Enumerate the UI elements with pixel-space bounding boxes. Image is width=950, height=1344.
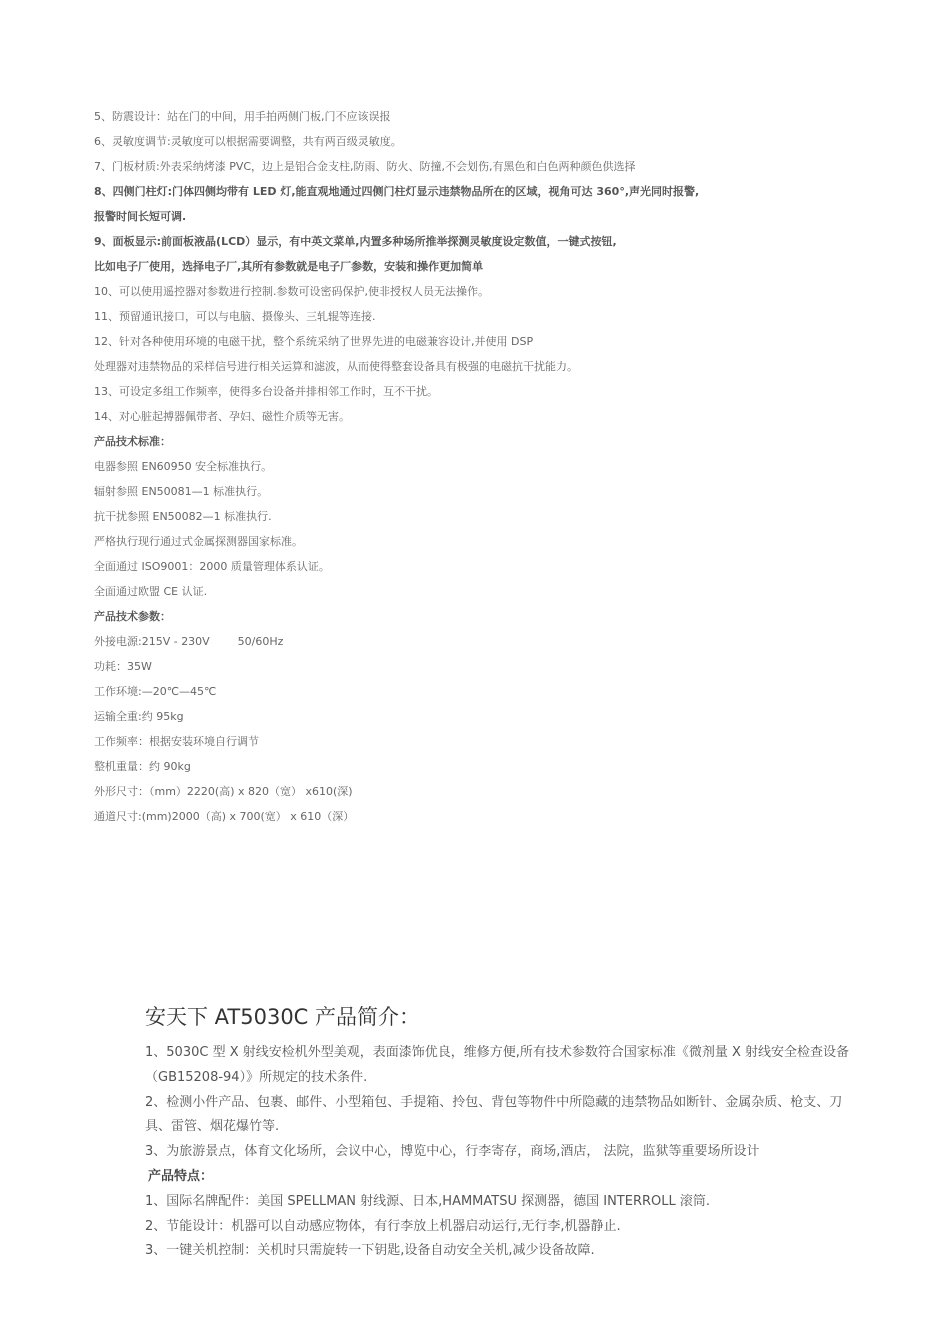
parameters-heading: 产品技术参数： [94, 610, 171, 623]
text-line: （GB15208-94）》所规定的技术条件. [145, 1069, 368, 1085]
xray-product-intro [145, 1041, 925, 1264]
text-line: 报警时间长短可调. [94, 210, 187, 223]
text-line: 7、门板材质:外表采纳烤漆 PVC，边上是铝合金支柱,防雨、防火、防撞,不会划伤,有黑色和白色两种颜色供选择 [94, 160, 636, 173]
text-line: 辐射参照 EN50081—1 标准执行。 [94, 485, 269, 498]
text-line: 3、一键关机控制：关机时只需旋转一下钥匙,设备自动安全关机,减少设备故障. [145, 1243, 595, 1259]
text-line: 2、检测小件产品、包裹、邮件、小型箱包、手提箱、拎包、背包等物件中所隐藏的违禁物品如断针、金属杂质、枪支、刀 [145, 1094, 843, 1110]
text-line: 3、为旅游景点，体育文化场所，会议中心，博览中心，行李寄存，商场,酒店， 法院，监狱等重要场所设计 [145, 1144, 760, 1160]
text-line: 2、节能设计：机器可以自动感应物体，有行李放上机器启动运行,无行李,机器静止. [145, 1218, 621, 1234]
text-line: 运输全重:约 95kg [94, 710, 184, 723]
text-line: 5、防震设计：站在门的中间，用手拍两侧门板,门不应该误报 [94, 110, 391, 123]
text-line: 功耗：35W [94, 660, 152, 673]
text-line: 12、针对各种使用环境的电磁干扰，整个系统采纳了世界先进的电磁兼容设计,并使用 DSP [94, 335, 534, 348]
text-line: 9、面板显示:前面板液晶(LCD）显示，有中英文菜单,内置多种场所推举探测灵敏度设定数值，一键式按钮, [94, 235, 617, 248]
text-line: 14、对心脏起搏器佩带者、孕妇、磁性介质等无害。 [94, 410, 350, 423]
text-line: 全面通过欧盟 CE 认证. [94, 585, 208, 598]
product-intro-title: 安天下 AT5030C 产品简介： [145, 1005, 421, 1029]
text-line: 外形尺寸：（mm）2220(高) x 820（宽） x610(深) [94, 785, 353, 798]
text-line: 电器参照 EN60950 安全标准执行。 [94, 460, 273, 473]
text-line: 1、国际名牌配件：美国 SPELLMAN 射线源、日本,HAMMATSU 探测器，德国 INTERROLL 滚筒. [145, 1193, 711, 1209]
text-line: 工作环境:—20℃—45℃ [94, 685, 217, 698]
text-line: 13、可设定多组工作频率，使得多台设备并排相邻工作时，互不干扰。 [94, 385, 438, 398]
text-line: 处理器对违禁物品的采样信号进行相关运算和滤波，从而使得整套设备具有极强的电磁抗干扰能力。 [94, 360, 578, 373]
text-line: 10、可以使用遥控器对参数进行控制.参数可设密码保护,使非授权人员无法操作。 [94, 285, 489, 298]
text-line: 比如电子厂使用，选择电子厂,其所有参数就是电子厂参数，安装和操作更加简单 [94, 260, 484, 273]
text-line: 具、雷管、烟花爆竹等. [145, 1119, 280, 1135]
standards-heading: 产品技术标准： [94, 435, 171, 448]
text-line: 整机重量：约 90kg [94, 760, 191, 773]
text-line: 6、灵敏度调节:灵敏度可以根据需要调整，共有两百级灵敏度。 [94, 135, 402, 148]
text-line: 严格执行现行通过式金属探测器国家标准。 [94, 535, 303, 548]
text-line: 工作频率：根据安装环境自行调节 [94, 735, 259, 748]
text-line: 1、5030C 型 X 射线安检机外型美观，表面漆饰优良，维修方便,所有技术参数符合国家标准《微剂量 X 射线安全检查设备 [145, 1045, 850, 1060]
features-heading: 产品特点： [148, 1168, 214, 1184]
text-line: 全面通过 ISO9001：2000 质量管理体系认证。 [94, 560, 330, 573]
metal-detector-feature-list [94, 104, 914, 829]
text-line: 8、四侧门柱灯:门体四侧均带有 LED 灯,能直观地通过四侧门柱灯显示违禁物品所在的区域，视角可达 360°,声光同时报警, [94, 185, 700, 198]
text-line: 外接电源:215V - 230V 50/60Hz [94, 635, 284, 648]
text-line: 11、预留通讯接口，可以与电脑、摄像头、三轧辊等连接. [94, 310, 376, 323]
text-line: 抗干扰参照 EN50082—1 标准执行. [94, 510, 272, 523]
text-line: 通道尺寸:(mm)2000（高) x 700(宽） x 610（深） [94, 810, 355, 823]
